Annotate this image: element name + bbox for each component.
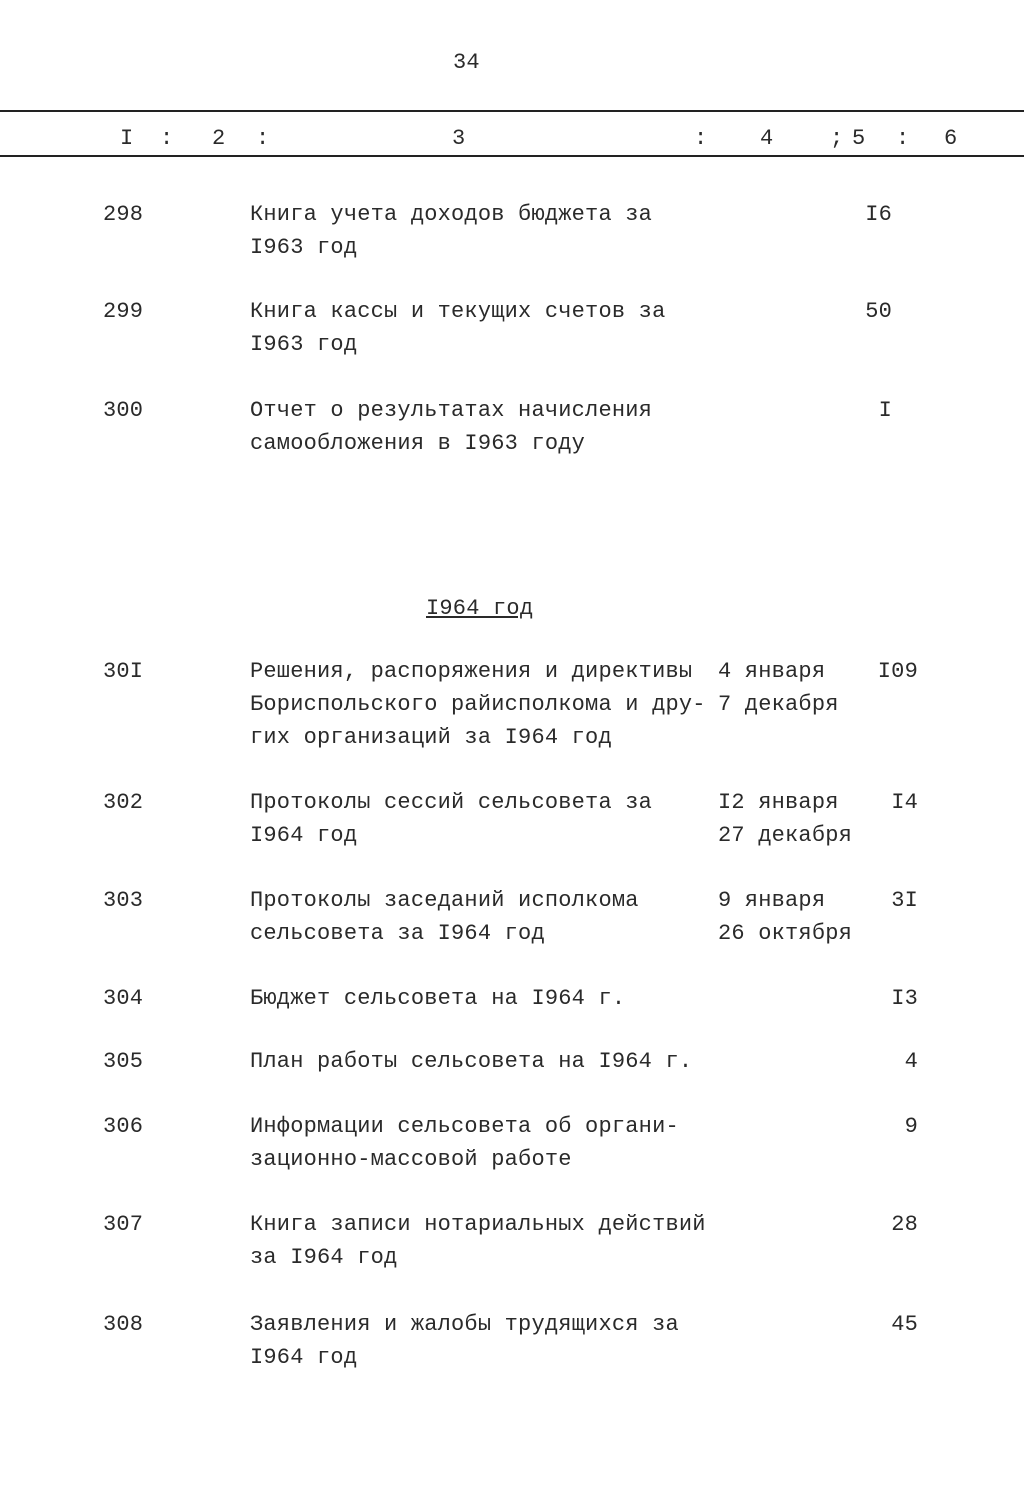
column-4: 4	[760, 126, 774, 151]
column-sep: ;	[830, 126, 844, 151]
item-count: I6	[865, 202, 892, 227]
item-number: 304	[103, 986, 144, 1011]
column-sep: :	[160, 126, 174, 151]
item-title: План работы сельсовета на I964 г.	[250, 1049, 693, 1074]
column-5: 5	[852, 126, 866, 151]
header-rule-top	[0, 110, 1024, 112]
item-count: I09	[877, 659, 918, 684]
column-6: 6	[944, 126, 958, 151]
item-count: I	[878, 398, 892, 423]
item-number: 306	[103, 1114, 144, 1139]
item-number: 305	[103, 1049, 144, 1074]
item-title: Книга кассы и текущих счетов за I963 год	[250, 299, 666, 357]
item-title: Книга записи нотариальных действий за I964 год	[250, 1212, 706, 1270]
item-count: 28	[891, 1212, 918, 1237]
item-number: 303	[103, 888, 144, 913]
column-3: 3	[452, 126, 466, 151]
item-count: 4	[904, 1049, 918, 1074]
item-dates: I2 января 27 декабря	[718, 790, 853, 848]
item-number: 299	[103, 299, 144, 324]
section-heading: I964 год	[426, 596, 534, 621]
item-title: Книга учета доходов бюджета за I963 год	[250, 202, 653, 260]
column-sep: :	[896, 126, 910, 151]
item-dates: 4 января 7 декабря	[718, 659, 839, 717]
item-title: Заявления и жалобы трудящихся за I964 год	[250, 1312, 679, 1370]
item-number: 300	[103, 398, 144, 423]
item-title: Протоколы заседаний исполкома сельсовета за I964 год	[250, 888, 639, 946]
column-sep: :	[694, 126, 708, 151]
item-number: 307	[103, 1212, 144, 1237]
item-number: 302	[103, 790, 144, 815]
item-number: 298	[103, 202, 144, 227]
item-dates: 9 января 26 октября	[718, 888, 853, 946]
item-count: I3	[891, 986, 918, 1011]
header-rule-bottom	[0, 155, 1024, 157]
item-number: 30I	[103, 659, 144, 684]
item-count: 50	[865, 299, 892, 324]
column-1: I	[120, 126, 134, 151]
item-title: Информации сельсовета об органи- зационно-массовой работе	[250, 1114, 679, 1172]
item-count: 3I	[891, 888, 918, 913]
column-2: 2	[212, 126, 226, 151]
item-number: 308	[103, 1312, 144, 1337]
item-count: I4	[891, 790, 918, 815]
item-title: Решения, распоряжения и директивы Бориспольского райисполкома и дру- гих организаций за I964 год	[250, 659, 706, 750]
item-count: 45	[891, 1312, 918, 1337]
page-number: 34	[453, 50, 480, 75]
item-count: 9	[904, 1114, 918, 1139]
item-title: Протоколы сессий сельсовета за I964 год	[250, 790, 653, 848]
column-sep: :	[256, 126, 270, 151]
item-title: Бюджет сельсовета на I964 г.	[250, 986, 626, 1011]
item-title: Отчет о результатах начисления самообложения в I963 году	[250, 398, 653, 456]
